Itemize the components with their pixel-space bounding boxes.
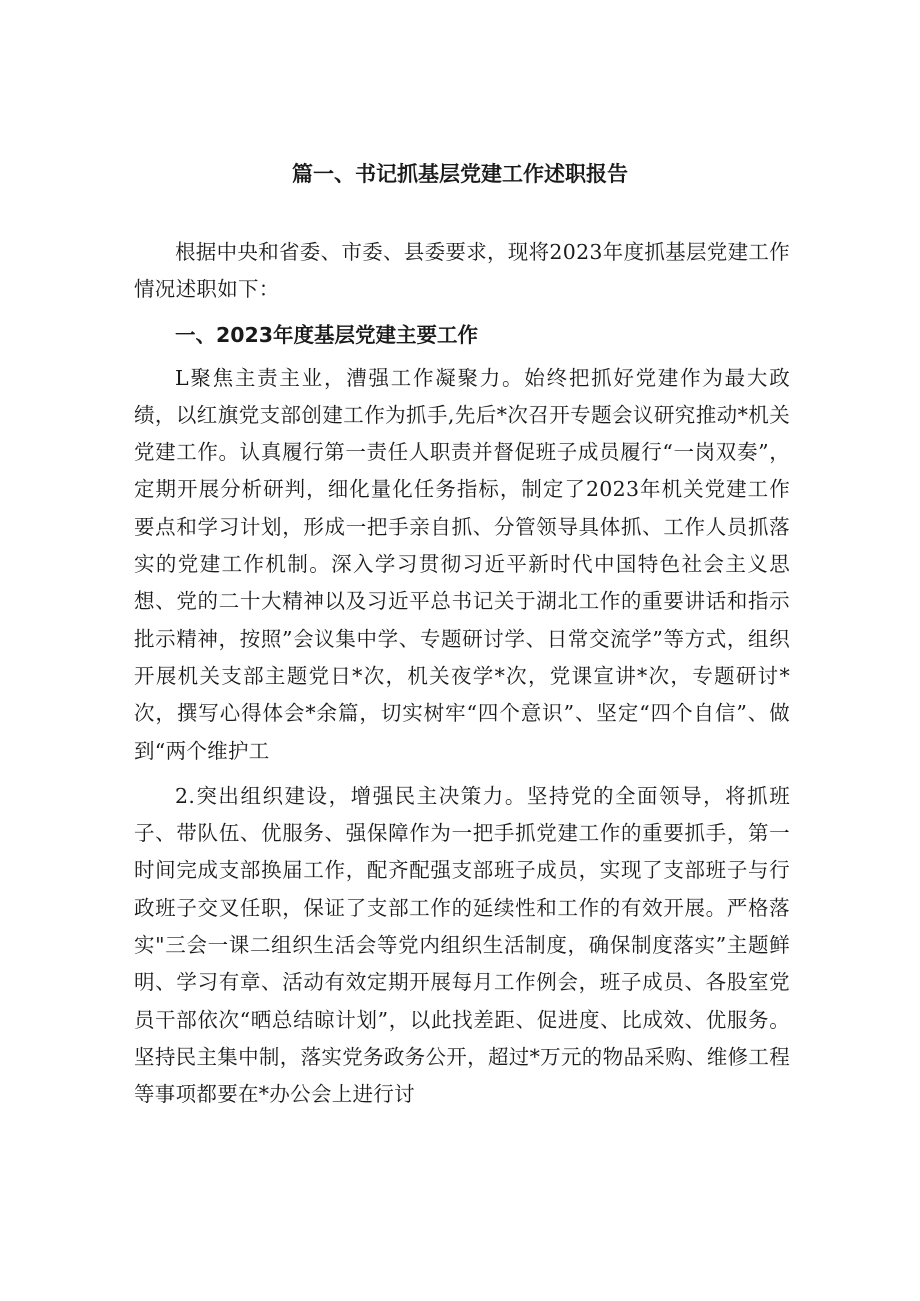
- intro-paragraph: 根据中央和省委、市委、县委要求，现将2023年度抓基层党建工作情况述职如下：: [134, 240, 790, 302]
- document-body: [134, 234, 790, 1114]
- document-title: 篇一、书记抓基层党建工作述职报告: [292, 162, 628, 186]
- section-heading: 一、2023年度基层党建主要工作: [175, 322, 479, 347]
- body-paragraph-2: 2.突出组织建设，增强民主决策力。坚持党的全面领导，将抓班子、带队伍、优服务、强保障作为一把手抓党建工作的重要抓手，第一时间完成支部换届工作，配齐配强支部班子成员，实现了支部班子与行政班子交叉任职，保证了支部工作的延续性和工作的有效开展。严格落实"三会一课二组织生活会等党内组织生活制度，确保制度落实”主题鲜明、学习有章、活动有效定期开展每月工作例会，班子成员、各股室党员干部依次“晒总结晾计划”，以此找差距、促进度、比成效、优服务。坚持民主集中制，落实党务政务公开，超过*万元的物品采购、维修工程等事项都要在*办公会上进行讨: [134, 783, 790, 1107]
- body-paragraph-1: L聚焦主责主业，漕强工作凝聚力。始终把抓好党建作为最大政绩，以红旗党支部创建工作为抓手,先后*次召开专题会议研究推动*机关党建工作。认真履行第一责任人职责并督促班子成员履行“一岗双奏”，定期开展分析研判，细化量化任务指标，制定了2023年机关党建工作要点和学习计划，形成一把手亲自抓、分管领导具体抓、工作人员抓落实的党建工作机制。深入学习贯彻习近平新时代中国特色社会主义思想、党的二十大精神以及习近平总书记关于湖北工作的重要讲话和指示批示精神，按照”会议集中学、专题研讨学、日常交流学”等方式，组织开展机关支部主题党日*次，机关夜学*次，党课宣讲*次，专题研讨*次，撰写心得体会*余篇，切实树牢“四个意识”、坚定“四个自信”、做到“两个维护工: [134, 365, 790, 763]
